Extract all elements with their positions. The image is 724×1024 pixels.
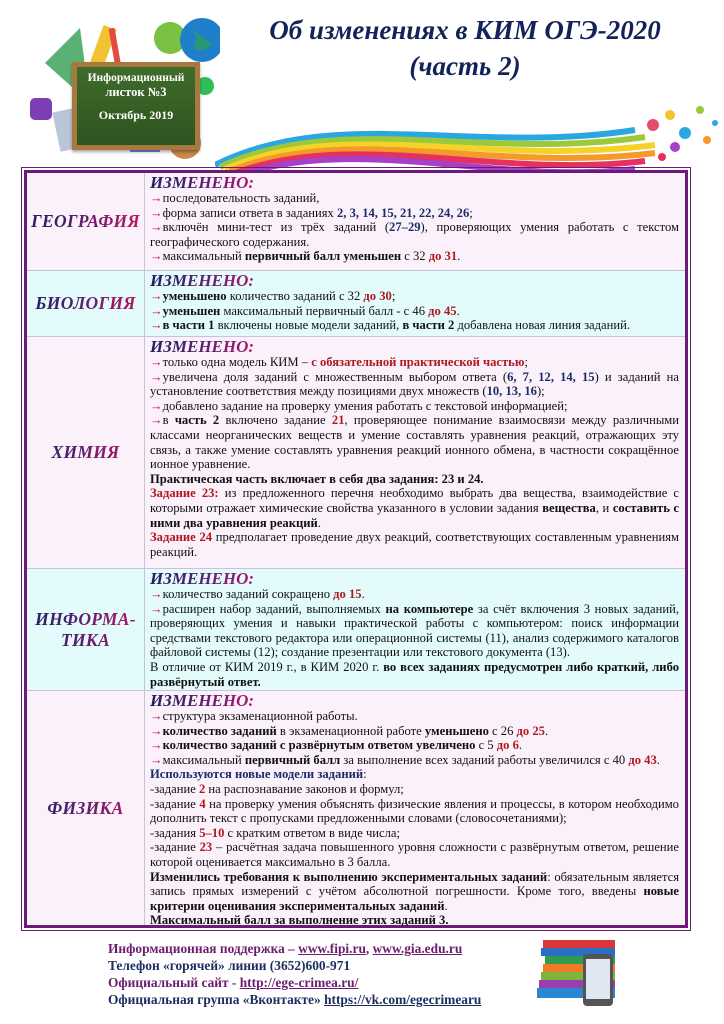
- rainbow-swoosh-decoration: [215, 85, 724, 170]
- arrow-icon: →: [150, 587, 163, 601]
- official-site-link[interactable]: http://ege-crimea.ru/: [239, 975, 359, 990]
- changed-heading: ИЗМЕНЕНО:: [150, 691, 255, 710]
- model-item: -задание 23 – расчётная задача повышенного уровня сложности с развёрнутым ответом, решение которой оценивается максимально в 3 балла.: [150, 840, 679, 869]
- fipi-link[interactable]: www.fipi.ru: [298, 941, 366, 956]
- footer-contacts: [108, 940, 481, 1008]
- arrow-icon: →: [150, 738, 163, 753]
- changes-table: [24, 170, 688, 928]
- arrow-icon: →: [150, 205, 163, 220]
- vk-group-line: Официальная группа «Вконтакте» https://vk.com/egecrimearu: [108, 992, 482, 1007]
- subject-informatics: ИНФОРМА- ТИКА: [27, 569, 145, 690]
- arrow-icon: →: [150, 303, 163, 318]
- list-item: →количество заданий в экзаменационной работе уменьшено с 26 до 25.: [150, 723, 549, 738]
- subject-biology: БИОЛОГИЯ: [27, 271, 145, 336]
- books-and-phone-illustration: [535, 936, 625, 1008]
- arrow-icon: →: [150, 709, 163, 723]
- badge-date: Октябрь 2019: [98, 108, 174, 122]
- changed-heading: ИЗМЕНЕНО:: [150, 173, 255, 192]
- list-item: →в часть 2 включено задание 21, проверяющее понимание взаимосвязи между различными классами неорганических веществ и умение составлять уравнения реакций, отражающих эту связь, а также умение составлять уравнения реакций ионного обмена, в частности сокращённое ионное уравнение.: [150, 413, 679, 472]
- new-models-heading: Используются новые модели заданий:: [150, 767, 367, 782]
- changed-heading: ИЗМЕНЕНО:: [150, 337, 255, 356]
- content-biology: [145, 271, 685, 336]
- list-item: →максимальный первичный балл за выполнение всех заданий работы увеличился с 40 до 43.: [150, 752, 660, 767]
- list-item: →количество заданий сокращено до 15.: [150, 587, 365, 601]
- arrow-icon: →: [150, 369, 163, 384]
- subject-physics: ФИЗИКА: [27, 691, 145, 925]
- list-item: →уменьшен максимальный первичный балл - с 46 до 45.: [150, 303, 460, 318]
- changed-heading: ИЗМЕНЕНО:: [150, 569, 255, 588]
- answer-format-note: В отличие от КИМ 2019 г., в КИМ 2020 г. во всех заданиях предусмотрен либо краткий, либо развёрнутый ответ.: [150, 659, 679, 689]
- arrow-icon: →: [150, 249, 163, 264]
- row-geography: [27, 173, 685, 271]
- list-item: →последовательность заданий,: [150, 191, 320, 205]
- info-sheet-badge: [72, 62, 200, 150]
- arrow-icon: →: [150, 220, 163, 235]
- row-informatics: [27, 569, 685, 691]
- title-line-2: (часть 2): [409, 51, 521, 81]
- practical-part-note: Практическая часть включает в себя два задания: 23 и 24.: [150, 471, 484, 486]
- vk-group-link[interactable]: https://vk.com/egecrimearu: [324, 992, 482, 1007]
- list-item: →форма записи ответа в заданиях 2, 3, 14, 15, 21, 22, 24, 26;: [150, 205, 473, 220]
- page-title: [230, 12, 700, 84]
- support-line: Информационная поддержка – www.fipi.ru, www.gia.edu.ru: [108, 941, 463, 956]
- hotline-phone: Телефон «горячей» линии (3652)600-971: [108, 958, 351, 973]
- arrow-icon: →: [150, 723, 163, 738]
- arrow-icon: →: [150, 289, 163, 303]
- arrow-icon: →: [150, 355, 163, 369]
- header: [0, 0, 724, 168]
- gia-link[interactable]: www.gia.edu.ru: [372, 941, 463, 956]
- task-23-note: Задание 23: из предложенного перечня необходимо выбрать два вещества, взаимодействие с которыми отражает химические свойства указанного в условии задания вещества, и составить с ними два уравнения реакций.: [150, 486, 680, 530]
- list-item: →увеличена доля заданий с множественным выбором ответа (6, 7, 12, 14, 15) и заданий на установление соответствия между позициями двух множеств (10, 13, 16);: [150, 369, 679, 399]
- model-item: -задание 2 на распознавание законов и формул;: [150, 781, 404, 796]
- content-informatics: [145, 569, 685, 690]
- model-item: -задание 4 на проверку умения объяснять физические явления и процессы, в котором необходимо дополнить текст с пропусками предложенными словами (словосочетаниями);: [150, 796, 679, 826]
- list-item: →максимальный первичный балл уменьшен с 32 до 31.: [150, 249, 461, 264]
- changed-heading: ИЗМЕНЕНО:: [150, 271, 255, 290]
- list-item: →только одна модель КИМ – с обязательной практической частью;: [150, 355, 528, 369]
- model-item: -задания 5–10 с кратким ответом в виде числа;: [150, 825, 400, 840]
- arrow-icon: →: [150, 601, 163, 616]
- badge-line-1: Информационный: [87, 72, 185, 84]
- list-item: →структура экзаменационной работы.: [150, 709, 358, 723]
- content-geography: [145, 173, 685, 270]
- row-biology: [27, 271, 685, 337]
- list-item: →включён мини-тест из трёх заданий (27–29), проверяющих умения работать с текстом географического содержания.: [150, 220, 679, 249]
- subject-chemistry: ХИМИЯ: [27, 337, 145, 568]
- list-item: →в части 1 включены новые модели заданий, в части 2 добавлена новая линия заданий.: [150, 318, 631, 333]
- arrow-icon: →: [150, 191, 163, 205]
- content-chemistry: [145, 337, 685, 568]
- task-24-note: Задание 24 предполагает проведение двух реакций, соответствующих составленным уравнениям реакций.: [150, 530, 679, 559]
- arrow-icon: →: [150, 413, 163, 428]
- arrow-icon: →: [150, 752, 163, 767]
- list-item: →расширен набор заданий, выполняемых на компьютере за счёт включения 3 новых заданий, проверяющих умения и навыки практической работы с компьютером: поиск информации средствами текстового редактора или операционной системы (11), анализ содержимого каталогов файловой системы (12); создание презентации или текстового документа (13).: [150, 601, 679, 660]
- official-site-line: Официальный сайт - http://ege-crimea.ru/: [108, 975, 359, 990]
- list-item: →добавлено задание на проверку умения работать с текстовой информацией;: [150, 398, 568, 413]
- row-chemistry: [27, 337, 685, 569]
- list-item: →уменьшено количество заданий с 32 до 30;: [150, 289, 396, 303]
- list-item: →количество заданий с развёрнутым ответом увеличено с 5 до 6.: [150, 738, 523, 753]
- max-score-note: Максимальный балл за выполнение этих заданий 3.: [150, 913, 449, 928]
- title-line-1: Об изменениях в КИМ ОГЭ-2020: [269, 15, 661, 45]
- arrow-icon: →: [150, 318, 163, 333]
- content-physics: [145, 691, 685, 928]
- subject-geography: ГЕОГРАФИЯ: [27, 173, 145, 270]
- experimental-requirements-note: Изменились требования к выполнению экспериментальных заданий: обязательным является запись прямых измерений с учётом абсолютной погрешности. Кроме того, введены новые критерии оценивания экспериментальных заданий.: [150, 869, 679, 913]
- badge-line-2: листок №3: [105, 85, 167, 99]
- row-physics: [27, 691, 685, 928]
- arrow-icon: →: [150, 398, 163, 413]
